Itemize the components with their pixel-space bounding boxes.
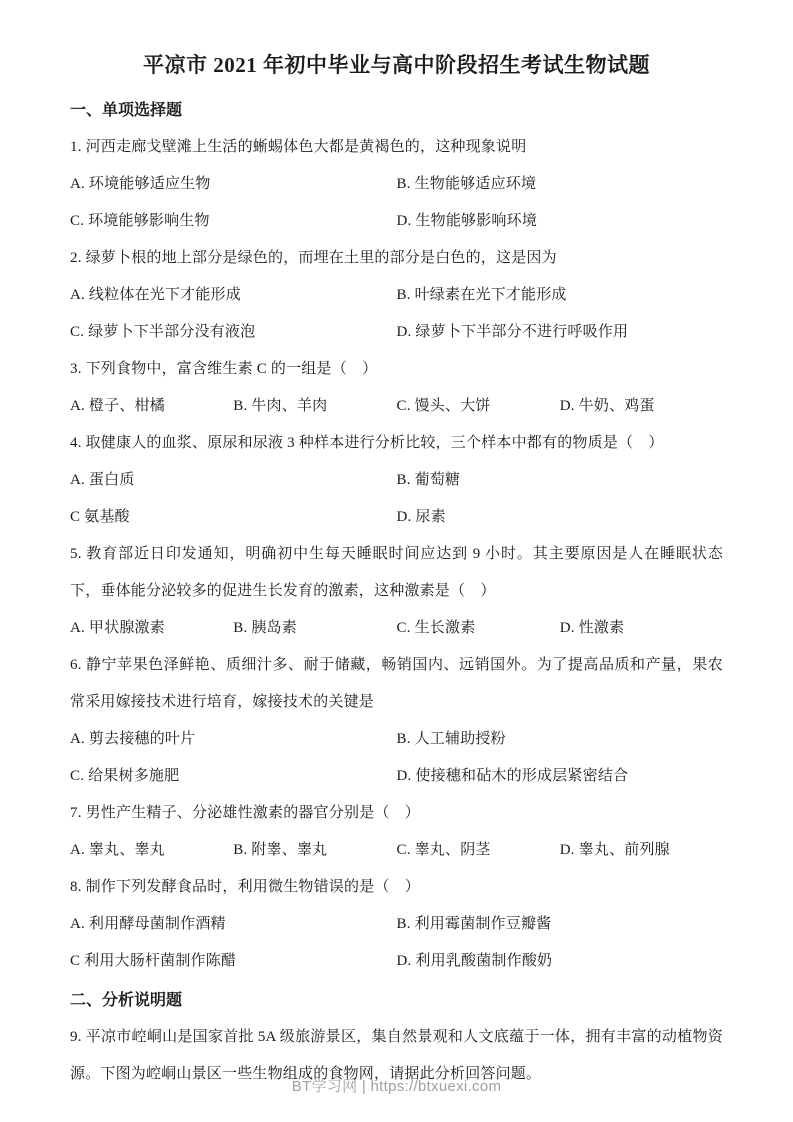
option: A. 蛋白质 <box>70 472 135 488</box>
question-stem: 3. 下列食物中，富含维生素 C 的一组是（ ） <box>70 361 378 377</box>
footer-watermark: BT学习网 | https://btxuexi.com <box>291 1078 502 1095</box>
option: B. 牛肉、羊肉 <box>233 398 328 414</box>
option: C. 给果树多施肥 <box>70 768 180 784</box>
option: B. 人工辅助授粉 <box>396 731 506 747</box>
option: B. 葡萄糖 <box>396 472 461 488</box>
option: A. 线粒体在光下才能形成 <box>70 287 241 303</box>
option: A. 环境能够适应生物 <box>70 176 211 192</box>
question-stem: 4. 取健康人的血浆、原尿和尿液 3 种样本进行分析比较，三个样本中都有的物质是（ ） <box>70 435 664 451</box>
option: B. 附睾、睾丸 <box>233 842 328 858</box>
page-title: 平凉市 2021 年初中毕业与高中阶段招生考试生物试题 <box>143 53 650 77</box>
options-grid <box>70 906 723 980</box>
options-grid <box>70 610 723 647</box>
options-grid <box>70 832 723 869</box>
section-heading-2: 二、分析说明题 <box>70 992 183 1009</box>
option: D. 利用乳酸菌制作酸奶 <box>396 953 553 969</box>
question-stem: 6. 静宁苹果色泽鲜艳、质细汁多、耐于储藏，畅销国内、远销国外。为了提高品质和产量，果农常采用嫁接技术进行培育，嫁接技术的关键是 <box>70 657 723 710</box>
option: C. 环境能够影响生物 <box>70 213 210 229</box>
option: C. 生长激素 <box>396 620 476 636</box>
question-stem: 2. 绿萝卜根的地上部分是绿色的，而埋在土里的部分是白色的，这是因为 <box>70 250 557 266</box>
option: D. 生物能够影响环境 <box>396 213 538 229</box>
option: D. 绿萝卜下半部分不进行呼吸作用 <box>396 324 629 340</box>
question-stem: 7. 男性产生精子、分泌雄性激素的器官分别是（ ） <box>70 805 421 821</box>
options-grid <box>70 462 723 536</box>
option: C 氨基酸 <box>70 509 130 525</box>
option: C. 绿萝卜下半部分没有液泡 <box>70 324 256 340</box>
option: D. 睾丸、前列腺 <box>559 842 670 858</box>
options-grid <box>70 277 723 351</box>
option: D. 牛奶、鸡蛋 <box>559 398 655 414</box>
option: B. 叶绿素在光下才能形成 <box>396 287 567 303</box>
option: D. 性激素 <box>559 620 625 636</box>
options-grid <box>70 721 723 795</box>
question-stem: 9. 平凉市崆峒山是国家首批 5A 级旅游景区，集自然景观和人文底蕴于一体，拥有丰富的动植物资源。下图为崆峒山景区一些生物组成的食物网，请据此分析回答问题。 <box>70 1029 723 1082</box>
option: A. 橙子、柑橘 <box>70 398 165 414</box>
option: A. 睾丸、睾丸 <box>70 842 165 858</box>
option: C. 睾丸、阴茎 <box>396 842 491 858</box>
option: D. 使接穗和砧木的形成层紧密结合 <box>396 768 629 784</box>
exam-content <box>70 92 723 1093</box>
options-grid <box>70 166 723 240</box>
options-grid <box>70 388 723 425</box>
option: A. 甲状腺激素 <box>70 620 165 636</box>
option: D. 尿素 <box>396 509 446 525</box>
option: B. 利用霉菌制作豆瓣酱 <box>396 916 552 932</box>
option: A. 利用酵母菌制作酒精 <box>70 916 226 932</box>
option: B. 生物能够适应环境 <box>396 176 537 192</box>
section-heading-1: 一、单项选择题 <box>70 102 183 119</box>
option: B. 胰岛素 <box>233 620 297 636</box>
option: C. 馒头、大饼 <box>396 398 491 414</box>
question-stem: 8. 制作下列发酵食品时，利用微生物错误的是（ ） <box>70 879 421 895</box>
question-stem: 1. 河西走廊戈壁滩上生活的蜥蜴体色大都是黄褐色的，这种现象说明 <box>70 139 527 155</box>
question-stem: 5. 教育部近日印发通知，明确初中生每天睡眠时间应达到 9 小时。其主要原因是人在睡眠状态下，垂体能分泌较多的促进生长发育的激素，这种激素是（ ） <box>70 546 723 599</box>
option: A. 剪去接穗的叶片 <box>70 731 196 747</box>
option: C 利用大肠杆菌制作陈醋 <box>70 953 237 969</box>
